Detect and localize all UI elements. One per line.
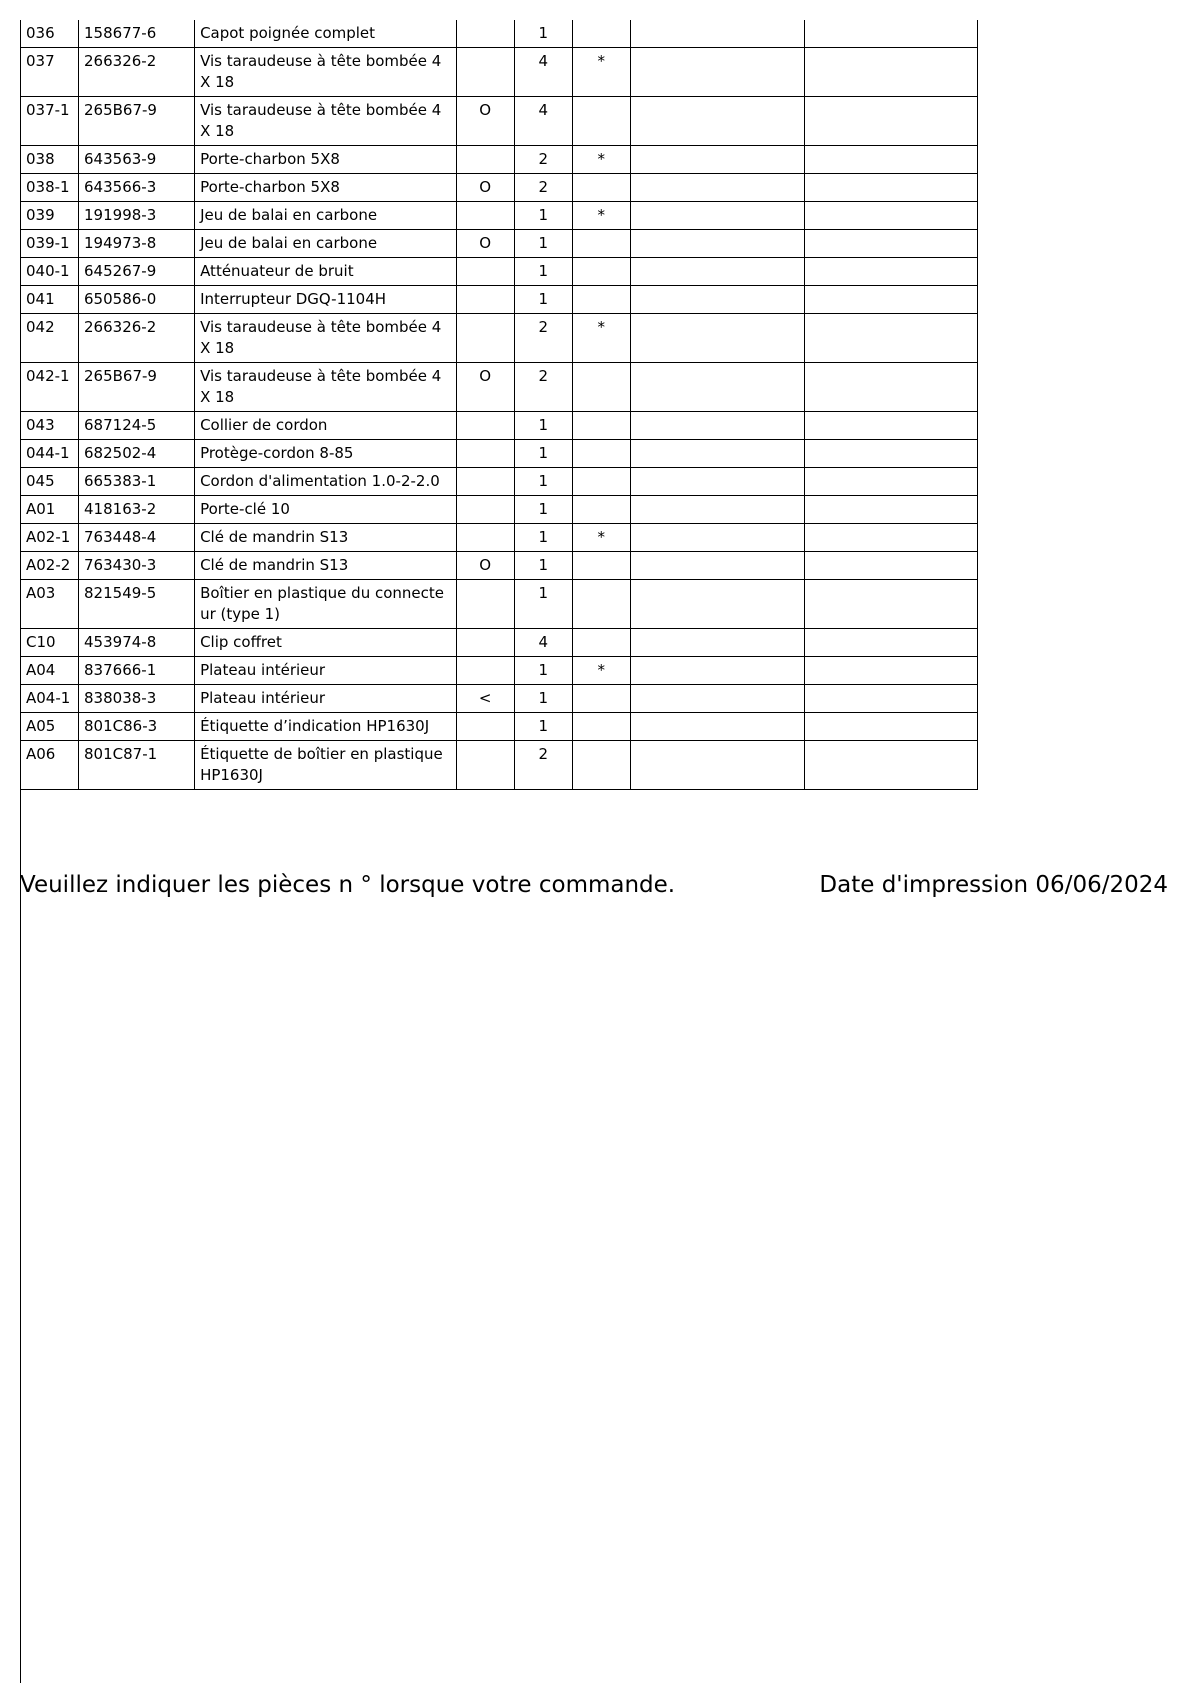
table-row bbox=[21, 580, 978, 629]
reference-cell: 682502-4 bbox=[79, 440, 195, 468]
part-number-cell: A04 bbox=[21, 657, 79, 685]
empty-cell bbox=[804, 685, 977, 713]
empty-cell bbox=[630, 48, 804, 97]
empty-cell bbox=[630, 741, 804, 790]
part-number-cell: 042-1 bbox=[21, 363, 79, 412]
reference-cell: 643566-3 bbox=[79, 174, 195, 202]
reference-cell: 266326-2 bbox=[79, 48, 195, 97]
description-cell: Jeu de balai en carbone bbox=[195, 202, 457, 230]
description-cell: Plateau intérieur bbox=[195, 657, 457, 685]
empty-cell bbox=[804, 741, 977, 790]
description-cell: Cordon d'alimentation 1.0-2-2.0 bbox=[195, 468, 457, 496]
flag-cell bbox=[456, 713, 514, 741]
marker-cell: * bbox=[572, 524, 630, 552]
table-row bbox=[21, 230, 978, 258]
marker-cell bbox=[572, 629, 630, 657]
quantity-cell: 4 bbox=[514, 97, 572, 146]
table-row bbox=[21, 286, 978, 314]
marker-cell bbox=[572, 496, 630, 524]
quantity-cell: 4 bbox=[514, 629, 572, 657]
reference-cell: 645267-9 bbox=[79, 258, 195, 286]
marker-cell bbox=[572, 230, 630, 258]
marker-cell bbox=[572, 97, 630, 146]
quantity-cell: 1 bbox=[514, 20, 572, 48]
marker-cell: * bbox=[572, 314, 630, 363]
flag-cell: O bbox=[456, 552, 514, 580]
empty-cell bbox=[630, 657, 804, 685]
empty-cell bbox=[630, 363, 804, 412]
quantity-cell: 2 bbox=[514, 363, 572, 412]
quantity-cell: 1 bbox=[514, 202, 572, 230]
description-cell: Protège-cordon 8-85 bbox=[195, 440, 457, 468]
flag-cell bbox=[456, 580, 514, 629]
flag-cell bbox=[456, 741, 514, 790]
reference-cell: 650586-0 bbox=[79, 286, 195, 314]
order-note: Veuillez indiquer les pièces n ° lorsque votre commande. bbox=[20, 872, 676, 898]
marker-cell bbox=[572, 713, 630, 741]
empty-cell bbox=[804, 146, 977, 174]
empty-cell bbox=[804, 363, 977, 412]
reference-cell: 158677-6 bbox=[79, 20, 195, 48]
part-number-cell: C10 bbox=[21, 629, 79, 657]
empty-cell bbox=[804, 440, 977, 468]
description-cell: Vis taraudeuse à tête bombée 4X 18 bbox=[195, 48, 457, 97]
flag-cell bbox=[456, 412, 514, 440]
reference-cell: 665383-1 bbox=[79, 468, 195, 496]
reference-cell: 801C86-3 bbox=[79, 713, 195, 741]
table-row bbox=[21, 412, 978, 440]
quantity-cell: 1 bbox=[514, 468, 572, 496]
table-row bbox=[21, 657, 978, 685]
flag-cell: O bbox=[456, 230, 514, 258]
quantity-cell: 2 bbox=[514, 741, 572, 790]
marker-cell bbox=[572, 468, 630, 496]
empty-cell bbox=[804, 48, 977, 97]
flag-cell: < bbox=[456, 685, 514, 713]
marker-cell bbox=[572, 258, 630, 286]
empty-cell bbox=[630, 20, 804, 48]
description-cell: Clip coffret bbox=[195, 629, 457, 657]
empty-cell bbox=[804, 230, 977, 258]
table-row bbox=[21, 741, 978, 790]
description-cell: Porte-charbon 5X8 bbox=[195, 146, 457, 174]
part-number-cell: A02-1 bbox=[21, 524, 79, 552]
quantity-cell: 1 bbox=[514, 685, 572, 713]
description-cell: Plateau intérieur bbox=[195, 685, 457, 713]
reference-cell: 801C87-1 bbox=[79, 741, 195, 790]
flag-cell bbox=[456, 258, 514, 286]
reference-cell: 838038-3 bbox=[79, 685, 195, 713]
empty-cell bbox=[804, 524, 977, 552]
description-cell: Atténuateur de bruit bbox=[195, 258, 457, 286]
table-row bbox=[21, 363, 978, 412]
flag-cell bbox=[456, 657, 514, 685]
quantity-cell: 1 bbox=[514, 230, 572, 258]
description-cell: Vis taraudeuse à tête bombée 4X 18 bbox=[195, 363, 457, 412]
reference-cell: 821549-5 bbox=[79, 580, 195, 629]
quantity-cell: 1 bbox=[514, 286, 572, 314]
marker-cell bbox=[572, 440, 630, 468]
flag-cell bbox=[456, 629, 514, 657]
reference-cell: 191998-3 bbox=[79, 202, 195, 230]
reference-cell: 265B67-9 bbox=[79, 363, 195, 412]
part-number-cell: 037 bbox=[21, 48, 79, 97]
marker-cell bbox=[572, 286, 630, 314]
empty-cell bbox=[804, 713, 977, 741]
empty-cell bbox=[804, 20, 977, 48]
empty-cell bbox=[630, 146, 804, 174]
table-row bbox=[21, 48, 978, 97]
reference-cell: 763430-3 bbox=[79, 552, 195, 580]
empty-cell bbox=[630, 258, 804, 286]
quantity-cell: 1 bbox=[514, 524, 572, 552]
table-row bbox=[21, 524, 978, 552]
part-number-cell: 039 bbox=[21, 202, 79, 230]
flag-cell bbox=[456, 48, 514, 97]
flag-cell bbox=[456, 468, 514, 496]
empty-cell bbox=[630, 468, 804, 496]
table-row bbox=[21, 685, 978, 713]
empty-cell bbox=[804, 202, 977, 230]
part-number-cell: 037-1 bbox=[21, 97, 79, 146]
table-row bbox=[21, 552, 978, 580]
part-number-cell: 038-1 bbox=[21, 174, 79, 202]
description-cell: Vis taraudeuse à tête bombée 4X 18 bbox=[195, 314, 457, 363]
reference-cell: 418163-2 bbox=[79, 496, 195, 524]
quantity-cell: 1 bbox=[514, 713, 572, 741]
description-cell: Boîtier en plastique du connecteur (type 1) bbox=[195, 580, 457, 629]
table-row bbox=[21, 20, 978, 48]
description-cell: Porte-charbon 5X8 bbox=[195, 174, 457, 202]
marker-cell bbox=[572, 174, 630, 202]
flag-cell bbox=[456, 524, 514, 552]
empty-cell bbox=[804, 552, 977, 580]
empty-cell bbox=[804, 657, 977, 685]
reference-cell: 265B67-9 bbox=[79, 97, 195, 146]
part-number-cell: A04-1 bbox=[21, 685, 79, 713]
empty-cell bbox=[804, 97, 977, 146]
empty-cell bbox=[804, 314, 977, 363]
reference-cell: 266326-2 bbox=[79, 314, 195, 363]
marker-cell: * bbox=[572, 657, 630, 685]
part-number-cell: A06 bbox=[21, 741, 79, 790]
table-row bbox=[21, 97, 978, 146]
part-number-cell: A03 bbox=[21, 580, 79, 629]
empty-cell bbox=[804, 174, 977, 202]
table-row bbox=[21, 713, 978, 741]
part-number-cell: 036 bbox=[21, 20, 79, 48]
reference-cell: 194973-8 bbox=[79, 230, 195, 258]
description-cell: Collier de cordon bbox=[195, 412, 457, 440]
flag-cell bbox=[456, 202, 514, 230]
empty-cell bbox=[630, 202, 804, 230]
parts-table bbox=[20, 20, 978, 790]
marker-cell bbox=[572, 412, 630, 440]
empty-cell bbox=[630, 524, 804, 552]
part-number-cell: 042 bbox=[21, 314, 79, 363]
flag-cell: O bbox=[456, 174, 514, 202]
quantity-cell: 1 bbox=[514, 657, 572, 685]
reference-cell: 453974-8 bbox=[79, 629, 195, 657]
quantity-cell: 1 bbox=[514, 412, 572, 440]
empty-cell bbox=[804, 496, 977, 524]
description-cell: Porte-clé 10 bbox=[195, 496, 457, 524]
quantity-cell: 4 bbox=[514, 48, 572, 97]
marker-cell: * bbox=[572, 48, 630, 97]
description-cell: Vis taraudeuse à tête bombée 4X 18 bbox=[195, 97, 457, 146]
reference-cell: 763448-4 bbox=[79, 524, 195, 552]
empty-cell bbox=[630, 580, 804, 629]
marker-cell bbox=[572, 741, 630, 790]
table-row bbox=[21, 146, 978, 174]
part-number-cell: 041 bbox=[21, 286, 79, 314]
marker-cell: * bbox=[572, 202, 630, 230]
description-cell: Interrupteur DGQ-1104H bbox=[195, 286, 457, 314]
part-number-cell: 044-1 bbox=[21, 440, 79, 468]
part-number-cell: A02-2 bbox=[21, 552, 79, 580]
marker-cell bbox=[572, 20, 630, 48]
part-number-cell: A01 bbox=[21, 496, 79, 524]
description-cell: Clé de mandrin S13 bbox=[195, 552, 457, 580]
empty-cell bbox=[630, 685, 804, 713]
table-row bbox=[21, 496, 978, 524]
empty-cell bbox=[804, 286, 977, 314]
description-cell: Capot poignée complet bbox=[195, 20, 457, 48]
empty-cell bbox=[804, 258, 977, 286]
flag-cell bbox=[456, 286, 514, 314]
flag-cell: O bbox=[456, 97, 514, 146]
quantity-cell: 1 bbox=[514, 580, 572, 629]
empty-cell bbox=[804, 629, 977, 657]
empty-cell bbox=[630, 230, 804, 258]
flag-cell bbox=[456, 314, 514, 363]
empty-cell bbox=[630, 174, 804, 202]
flag-cell bbox=[456, 146, 514, 174]
marker-cell: * bbox=[572, 146, 630, 174]
marker-cell bbox=[572, 552, 630, 580]
empty-cell bbox=[630, 97, 804, 146]
parts-table-body bbox=[21, 20, 978, 790]
empty-cell bbox=[804, 580, 977, 629]
table-row bbox=[21, 629, 978, 657]
flag-cell: O bbox=[456, 363, 514, 412]
table-row bbox=[21, 468, 978, 496]
description-cell: Étiquette d’indication HP1630J bbox=[195, 713, 457, 741]
empty-cell bbox=[630, 286, 804, 314]
flag-cell bbox=[456, 440, 514, 468]
empty-cell bbox=[630, 629, 804, 657]
reference-cell: 837666-1 bbox=[79, 657, 195, 685]
quantity-cell: 1 bbox=[514, 440, 572, 468]
empty-cell bbox=[804, 468, 977, 496]
reference-cell: 643563-9 bbox=[79, 146, 195, 174]
quantity-cell: 2 bbox=[514, 146, 572, 174]
quantity-cell: 1 bbox=[514, 258, 572, 286]
description-cell: Jeu de balai en carbone bbox=[195, 230, 457, 258]
empty-cell bbox=[630, 440, 804, 468]
reference-cell: 687124-5 bbox=[79, 412, 195, 440]
part-number-cell: 040-1 bbox=[21, 258, 79, 286]
part-number-cell: 038 bbox=[21, 146, 79, 174]
empty-cell bbox=[804, 412, 977, 440]
marker-cell bbox=[572, 685, 630, 713]
table-row bbox=[21, 174, 978, 202]
table-row bbox=[21, 202, 978, 230]
table-row bbox=[21, 440, 978, 468]
table-row bbox=[21, 258, 978, 286]
quantity-cell: 1 bbox=[514, 496, 572, 524]
print-date: Date d'impression 06/06/2024 bbox=[819, 872, 1168, 898]
description-cell: Clé de mandrin S13 bbox=[195, 524, 457, 552]
quantity-cell: 1 bbox=[514, 552, 572, 580]
part-number-cell: 043 bbox=[21, 412, 79, 440]
marker-cell bbox=[572, 363, 630, 412]
empty-cell bbox=[630, 314, 804, 363]
table-row bbox=[21, 314, 978, 363]
empty-cell bbox=[630, 496, 804, 524]
description-cell: Étiquette de boîtier en plastique HP1630J bbox=[195, 741, 457, 790]
empty-cell bbox=[630, 713, 804, 741]
empty-cell bbox=[630, 412, 804, 440]
empty-cell bbox=[630, 552, 804, 580]
part-number-cell: 039-1 bbox=[21, 230, 79, 258]
flag-cell bbox=[456, 496, 514, 524]
part-number-cell: A05 bbox=[21, 713, 79, 741]
quantity-cell: 2 bbox=[514, 174, 572, 202]
flag-cell bbox=[456, 20, 514, 48]
part-number-cell: 045 bbox=[21, 468, 79, 496]
marker-cell bbox=[572, 580, 630, 629]
quantity-cell: 2 bbox=[514, 314, 572, 363]
